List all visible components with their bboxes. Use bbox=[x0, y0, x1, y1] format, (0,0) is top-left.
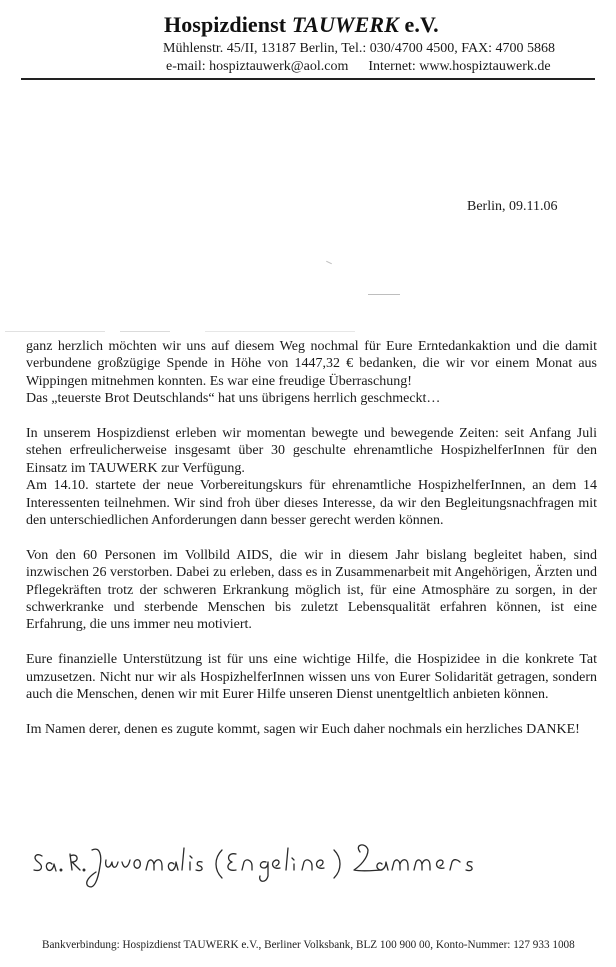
signature-stroke bbox=[87, 849, 101, 887]
paragraph: Eure finanzielle Unterstützung ist für uns eine wichtige Hilfe, die Hospizidee in die konkrete Tat umzusetzen. Nicht nur wir als HospizhelferInnen wissen uns von Eurer Solidarität getragen, sondern auch die Menschen, denen wir mit Eurer Hilfe unseren Dienst unentgeltlich anbieten können. bbox=[26, 652, 597, 703]
internet-text: Internet: www.hospiztauwerk.de bbox=[368, 59, 551, 74]
org-name-suffix: e.V. bbox=[404, 12, 439, 37]
paragraph: Am 14.10. startete der neue Vorbereitungskurs für ehrenamtliche HospizhelferInnen, an dem 14 Interessenten teilnehmen. Wir sind froh über dieses Interesse, da wir den Begleitungsnachfragen mit den unterschiedlichen Anforderungen dann besser gerecht werden können. bbox=[26, 478, 597, 529]
paragraph: Im Namen derer, denen es zugute kommt, sagen wir Euch daher nochmals ein herzliches DANKE! bbox=[26, 721, 580, 737]
email-text: e-mail: hospiztauwerk@aol.com bbox=[166, 59, 349, 74]
signature-stroke bbox=[286, 848, 288, 870]
signature-stroke bbox=[317, 860, 324, 868]
signature-stroke bbox=[377, 862, 388, 870]
handwritten-signature bbox=[30, 836, 550, 896]
org-name-brand: TAUWERK bbox=[291, 12, 399, 37]
letter-date: Berlin, 09.11.06 bbox=[467, 199, 558, 214]
signature-stroke bbox=[437, 860, 444, 868]
scan-artifact bbox=[368, 294, 400, 295]
organization-name bbox=[164, 12, 439, 38]
signature-stroke bbox=[46, 863, 56, 871]
signature-stroke bbox=[228, 854, 236, 871]
paragraph: In unserem Hospizdienst erleben wir momentan bewegte und bewegende Zeiten: seit Anfang Juli stehen erfreulicherweise insgesamt über 30 geschulte ehrenamtliche HospizhelferInnen für den Einsatz im TAUWERK zur Verfügung. bbox=[26, 426, 597, 476]
signature-stroke bbox=[146, 860, 162, 870]
signature-stroke bbox=[34, 855, 42, 871]
signature-stroke bbox=[216, 850, 222, 878]
signature-stroke bbox=[196, 862, 202, 871]
signature-stroke bbox=[273, 860, 280, 868]
header-divider bbox=[21, 78, 595, 80]
signature-stroke bbox=[60, 869, 62, 871]
bank-details-footer: Bankverbindung: Hospizdienst TAUWERK e.V., Berliner Volksbank, BLZ 100 900 00, Konto-Nummer: 127 933 1008 bbox=[42, 939, 575, 951]
address-line: Mühlenstr. 45/II, 13187 Berlin, Tel.: 030/4700 4500, FAX: 4700 5868 bbox=[163, 41, 556, 56]
signature-stroke bbox=[242, 860, 252, 870]
signature-stroke bbox=[83, 869, 85, 871]
scan-artifact bbox=[5, 331, 105, 332]
org-name-prefix: Hospizdienst bbox=[164, 12, 287, 37]
signature-stroke bbox=[122, 860, 130, 867]
signature-stroke bbox=[70, 854, 80, 870]
scan-artifact bbox=[120, 331, 170, 332]
paragraph: ganz herzlich möchten wir uns auf diesem Weg nochmal für Eure Erntedankaktion und die damit verbundene großzügige Spende in Höhe von 1447,32 € bedanken, die wir vor einem Monat aus Wippingen mitnehmen konnten. Es war eine freudige Überraschung! bbox=[26, 339, 597, 389]
signature-stroke bbox=[292, 858, 294, 870]
contact-line bbox=[166, 59, 551, 75]
scan-artifact bbox=[205, 331, 355, 332]
signature-stroke bbox=[190, 856, 192, 870]
signature-stroke bbox=[334, 850, 340, 878]
signature-stroke bbox=[354, 845, 382, 871]
signature-stroke bbox=[414, 860, 430, 870]
signature-stroke bbox=[302, 860, 312, 870]
signature-stroke bbox=[106, 860, 118, 867]
scan-artifact bbox=[326, 261, 332, 264]
letter-body bbox=[26, 338, 597, 756]
signature-stroke bbox=[466, 862, 472, 871]
signature-stroke bbox=[182, 848, 184, 870]
paragraph: Das „teuerste Brot Deutschlands“ hat uns übrigens herrlich geschmeckt… bbox=[26, 391, 441, 407]
paragraph: Von den 60 Personen im Vollbild AIDS, die wir in diesem Jahr bislang begleitet haben, sind inzwischen 26 verstorben. Dabei zu erleben, dass es in Zusammenarbeit mit Angehörigen, Ärzten und Pflegekräften trotz der schweren Erkrankung möglich ist, für eine Atmosphäre zu sorgen, in der schwerkranke und sterbende Menschen bis zuletzt Lebensqualität erfahren können, ist eine Erfahrung, die uns immer neu motiviert. bbox=[26, 547, 597, 633]
signature-stroke bbox=[450, 860, 460, 870]
signature-stroke bbox=[168, 862, 178, 870]
signature-stroke bbox=[260, 862, 268, 882]
signature-stroke bbox=[392, 860, 408, 870]
signature-stroke bbox=[134, 860, 140, 868]
